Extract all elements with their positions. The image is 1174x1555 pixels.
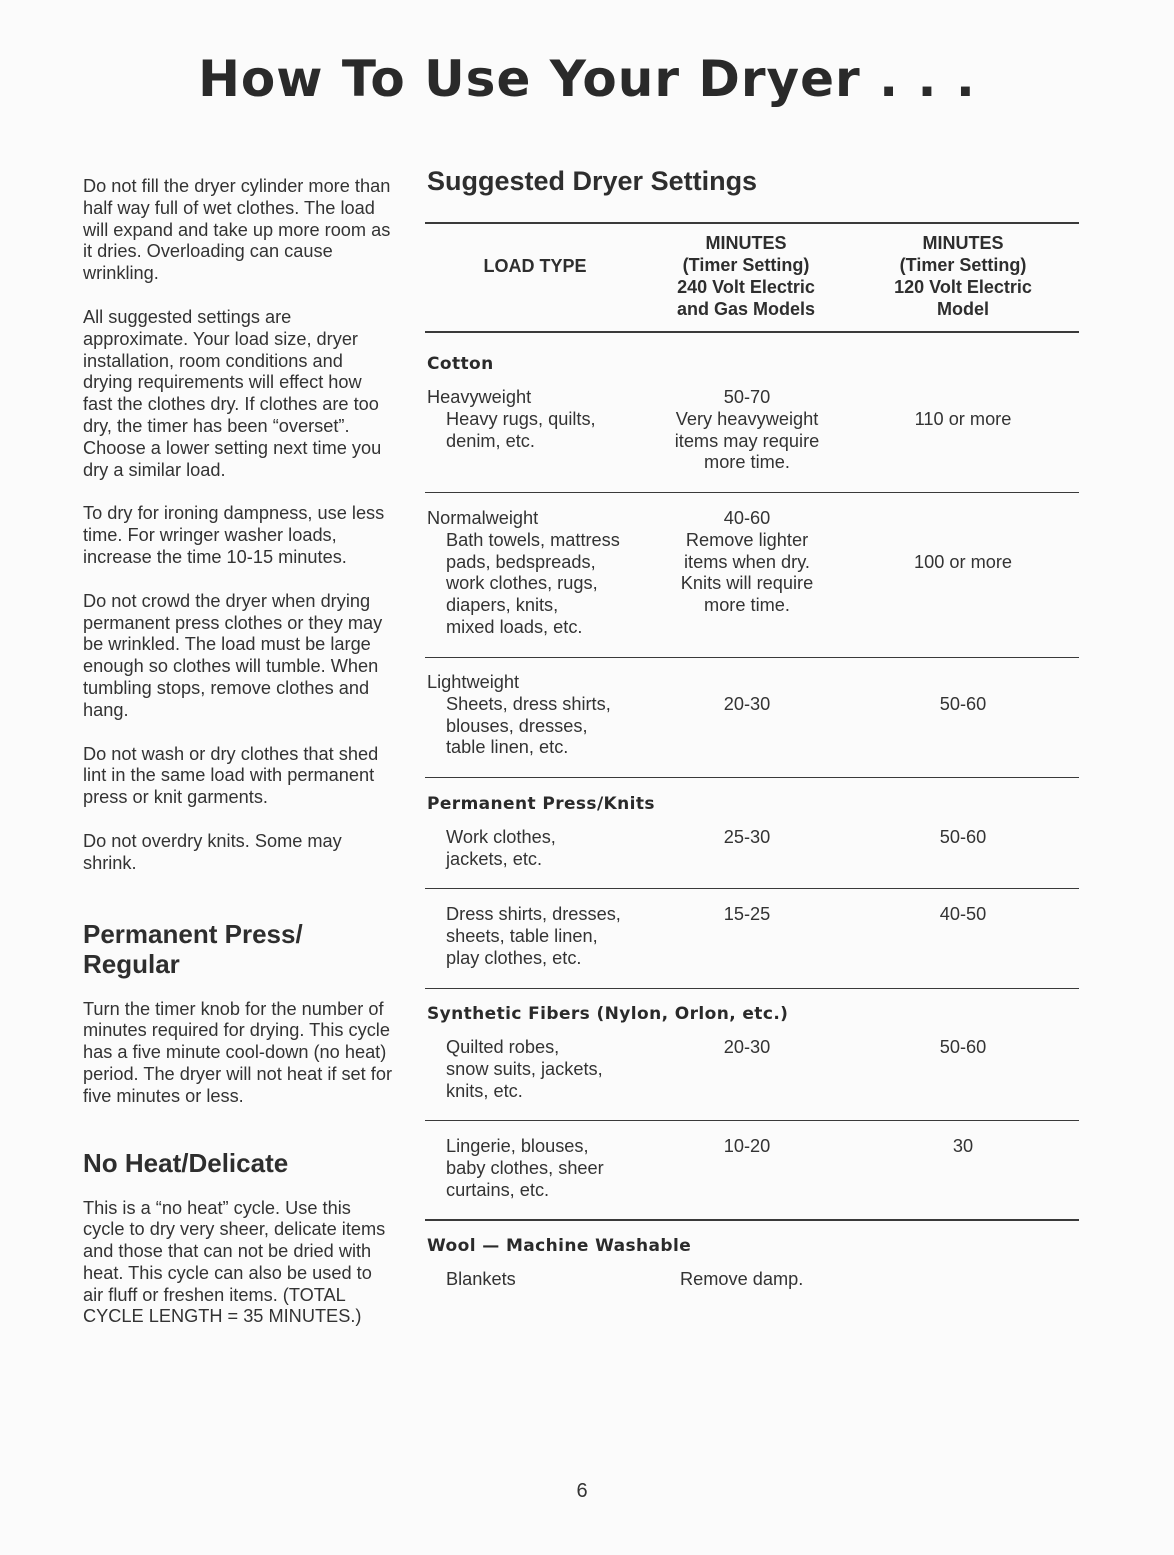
row-blankets-load: Blankets — [446, 1269, 516, 1289]
row-divider — [425, 888, 1079, 889]
perm-press-heading-line2: Regular — [83, 948, 180, 979]
row-lingerie-load: Lingerie, blouses, baby clothes, sheer curtains, etc. — [446, 1136, 604, 1200]
row-divider — [425, 988, 1079, 989]
header-minutes-120: MINUTES (Timer Setting) 120 Volt Electric Model — [894, 233, 1032, 319]
row-lightweight-240: 20-30 — [723, 694, 771, 714]
row-heavyweight-load: Heavyweight Heavy rugs, quilts, denim, etc. — [427, 387, 596, 451]
row-normalweight-240: 40-60 Remove lighter items when dry. Knits will require more time. — [680, 508, 814, 616]
paragraph-overfill: Do not fill the dryer cylinder more than half way full of wet clothes. The load will expand and take up more room as it dries. Overloading can cause wrinkling. — [83, 176, 391, 284]
row-dress-shirts-120: 40-50 — [939, 904, 987, 924]
header-bottom-rule — [425, 331, 1079, 333]
header-load-type: LOAD TYPE — [483, 256, 587, 276]
row-blankets-240: Remove damp. — [680, 1269, 804, 1289]
row-dress-shirts-load: Dress shirts, dresses, sheets, table linen, play clothes, etc. — [446, 904, 621, 968]
row-divider — [425, 1219, 1079, 1221]
left-column — [83, 176, 393, 1350]
paragraph-ironing: To dry for ironing dampness, use less time. For wringer washer loads, increase the time 10-15 minutes. — [83, 503, 385, 567]
row-lightweight-120: 50-60 — [939, 694, 987, 714]
row-lingerie-240: 10-20 — [723, 1136, 771, 1156]
row-divider — [425, 1120, 1079, 1121]
row-lightweight-load: Lightweight Sheets, dress shirts, blouses, dresses, table linen, etc. — [427, 672, 611, 758]
page-title: How To Use Your Dryer . . . — [198, 50, 976, 108]
category-synthetic-fibers: Synthetic Fibers (Nylon, Orlon, etc.) — [427, 1004, 789, 1024]
page-number: 6 — [576, 1480, 588, 1502]
category-cotton: Cotton — [427, 354, 494, 374]
row-work-clothes-240: 25-30 — [723, 827, 771, 847]
row-work-clothes-load: Work clothes, jackets, etc. — [446, 827, 556, 869]
header-minutes-240: MINUTES (Timer Setting) 240 Volt Electric and Gas Models — [676, 233, 816, 319]
no-heat-heading: No Heat/Delicate — [83, 1147, 289, 1178]
category-wool: Wool — Machine Washable — [427, 1236, 692, 1256]
row-quilted-robes-240: 20-30 — [723, 1037, 771, 1057]
settings-title: Suggested Dryer Settings — [427, 166, 758, 196]
row-quilted-robes-120: 50-60 — [939, 1037, 987, 1057]
paragraph-lint: Do not wash or dry clothes that shed lint in the same load with permanent press or knit garments. — [83, 743, 379, 808]
row-dress-shirts-240: 15-25 — [723, 904, 771, 924]
no-heat-text: This is a “no heat” cycle. Use this cycle to dry very sheer, delicate items and those that can not be dried with heat. This cycle can also be used to air fluff or freshen items. (TOTAL CYCLE LENGTH = 35 MINUTES.) — [83, 1197, 386, 1327]
row-lingerie-120: 30 — [952, 1136, 974, 1156]
row-normalweight-load: Normalweight Bath towels, mattress pads, bedspreads, work clothes, rugs, diapers, knits, mixed loads, etc. — [427, 508, 620, 637]
row-quilted-robes-load: Quilted robes, snow suits, jackets, knits, etc. — [446, 1037, 603, 1101]
table-top-rule — [425, 222, 1079, 224]
perm-press-heading — [83, 919, 393, 979]
perm-press-heading-line1: Permanent Press/ — [83, 918, 303, 949]
row-heavyweight-240: 50-70 Very heavyweight items may require more time. — [674, 387, 820, 473]
row-normalweight-120: 100 or more — [913, 552, 1013, 572]
row-divider — [425, 492, 1079, 493]
row-divider — [425, 777, 1079, 778]
paragraph-overdry: Do not overdry knits. Some may shrink. — [83, 830, 342, 873]
row-work-clothes-120: 50-60 — [939, 827, 987, 847]
row-heavyweight-120: 110 or more — [914, 409, 1012, 429]
paragraph-crowd: Do not crowd the dryer when drying permanent press clothes or they may be wrinkled. The load must be large enough so clothes will tumble. When tumbling stops, remove clothes and hang. — [83, 590, 383, 720]
row-divider — [425, 657, 1079, 658]
category-permanent-press-knits: Permanent Press/Knits — [427, 794, 655, 814]
perm-press-text: Turn the timer knob for the number of minutes required for drying. This cycle has a five minute cool-down (no heat) period. The dryer will not heat if set for five minutes or less. — [83, 998, 393, 1106]
paragraph-approximate: All suggested settings are approximate. Your load size, dryer installation, room conditions and drying requirements will effect how fast the clothes dry. If clothes are too dry, the timer has been “overset”. Choose a lower setting next time you dry a similar load. — [83, 306, 382, 480]
